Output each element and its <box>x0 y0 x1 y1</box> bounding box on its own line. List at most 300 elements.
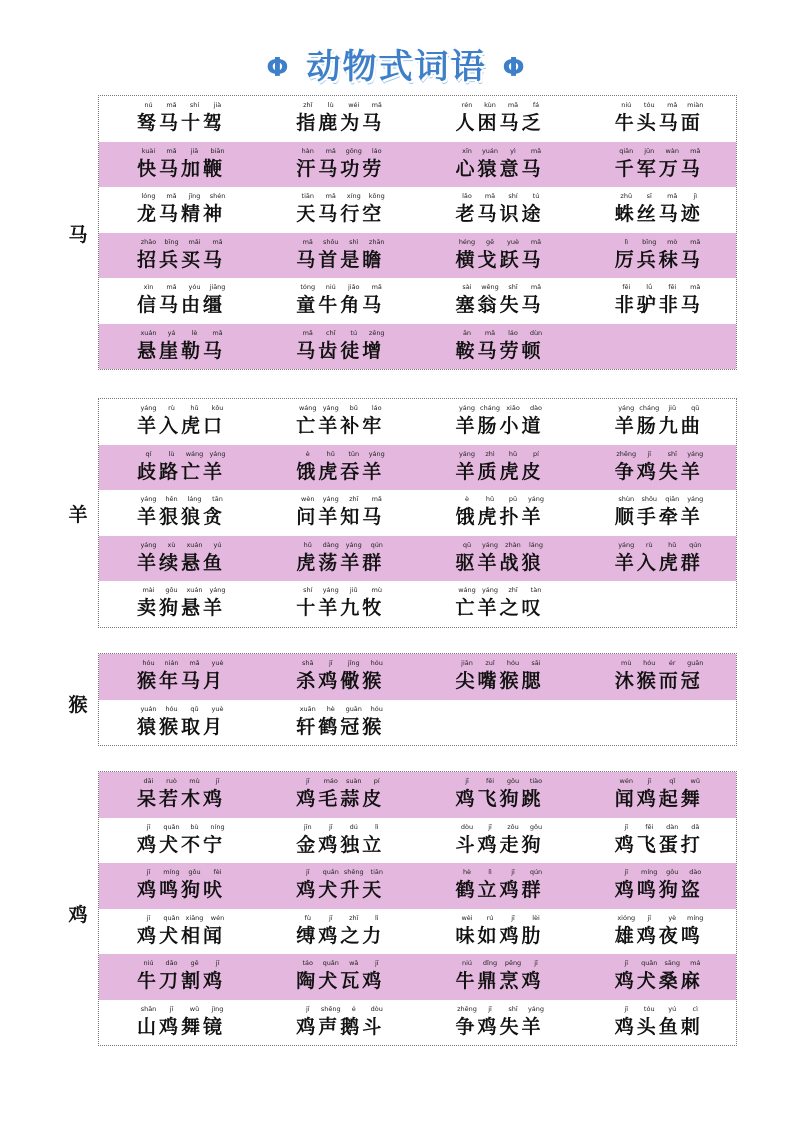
idiom-text: 味如鸡肋 <box>455 924 544 947</box>
pinyin-syllable: mù <box>621 659 632 667</box>
pinyin-syllable: jǐng <box>347 659 360 667</box>
pinyin-line <box>456 954 548 968</box>
pinyin-syllable: shì <box>349 237 359 246</box>
pinyin-line <box>615 324 707 338</box>
pinyin-syllable: dàng <box>322 540 339 549</box>
pinyin-syllable: dāi <box>143 777 154 785</box>
pinyin-syllable: fēi <box>622 283 631 291</box>
idiom-cell <box>418 324 577 370</box>
pinyin-syllable: yáng <box>527 1004 545 1013</box>
pinyin-syllable: míng <box>641 868 658 876</box>
pinyin-syllable: quǎn <box>163 913 180 922</box>
idiom-cell <box>418 142 577 188</box>
pinyin-syllable: xiǎo <box>506 404 520 412</box>
pinyin-syllable: gē <box>190 959 199 967</box>
pinyin-syllable: fēi <box>645 822 654 831</box>
pinyin-syllable: yáng <box>322 495 339 503</box>
pinyin-syllable: é <box>351 1004 356 1013</box>
idiom-text: 非驴非马 <box>614 294 703 316</box>
idiom-text: 羊入虎口 <box>137 415 226 437</box>
pinyin-syllable: mǎ <box>325 146 336 155</box>
idiom-text: 鸡犬相闻 <box>137 924 226 947</box>
idiom-cell <box>577 233 736 279</box>
pinyin-line <box>296 954 388 968</box>
pinyin-syllable: wèi <box>461 913 473 922</box>
idiom-cell <box>577 399 736 445</box>
page-title <box>0 42 793 92</box>
pinyin-syllable: hè <box>462 868 472 876</box>
pinyin-syllable: zhēng <box>616 449 637 458</box>
pinyin-syllable: qǔ <box>190 704 199 713</box>
pinyin-syllable: mǎ <box>166 101 177 109</box>
pinyin-syllable: niú <box>621 101 632 109</box>
idiom-row <box>99 142 736 188</box>
pinyin-line <box>296 654 388 668</box>
pinyin-syllable: yáng <box>209 586 226 594</box>
pinyin-syllable: è <box>465 495 469 503</box>
pinyin-syllable: quǎn <box>322 868 339 876</box>
idiom-cell <box>258 954 417 1000</box>
pinyin-syllable: quǎn <box>163 822 180 831</box>
section-label: 猴 <box>68 694 88 716</box>
idiom-cell <box>258 490 417 536</box>
pinyin-syllable: zhāo <box>140 237 157 246</box>
pinyin-syllable: dòu <box>370 1004 383 1013</box>
pinyin-syllable: kuài <box>141 146 156 155</box>
pinyin-syllable: mǎ <box>371 495 382 503</box>
pinyin-syllable: gǒu <box>666 868 679 876</box>
idiom-row <box>99 909 736 955</box>
pinyin-syllable: dú <box>349 822 358 831</box>
pinyin-syllable: jī <box>647 913 652 922</box>
pinyin-syllable: xuán <box>186 586 203 594</box>
idiom-cell <box>577 581 736 627</box>
pinyin-syllable: fá <box>532 101 540 109</box>
pinyin-syllable: mǎ <box>690 146 701 155</box>
pinyin-syllable: dàn <box>666 822 679 831</box>
idiom-cell <box>418 818 577 864</box>
pinyin-line <box>296 700 388 714</box>
idiom-cell <box>418 654 577 700</box>
pinyin-syllable: mǎ <box>690 237 701 246</box>
idiom-cell <box>258 909 417 955</box>
pinyin-syllable: jī <box>534 959 538 967</box>
pinyin-syllable: jī <box>215 959 220 967</box>
pinyin-syllable: zhàn <box>505 540 521 549</box>
idiom-section <box>98 95 737 370</box>
title-text: 动物式词语 <box>306 47 487 87</box>
idiom-cell <box>99 654 258 700</box>
pinyin-line <box>296 909 388 923</box>
pinyin-syllable: zǒu <box>507 822 519 831</box>
pinyin-syllable: guān <box>687 659 704 667</box>
pinyin-line <box>456 700 548 714</box>
pinyin-syllable: jiā <box>190 146 199 155</box>
pinyin-syllable: hóu <box>643 659 656 667</box>
pinyin-line <box>296 536 388 550</box>
pinyin-syllable: zhī <box>349 913 359 922</box>
idiom-row <box>99 954 736 1000</box>
pinyin-syllable: yáng <box>322 586 339 594</box>
pinyin-syllable: qiān <box>665 495 680 503</box>
pinyin-syllable: tūn <box>348 449 360 458</box>
pinyin-syllable: jī <box>328 913 333 922</box>
idiom-row <box>99 187 736 233</box>
pinyin-syllable: yuán <box>481 146 499 155</box>
idiom-cell <box>577 96 736 142</box>
pinyin-line <box>456 772 548 786</box>
pinyin-syllable: mǎ <box>371 101 382 109</box>
pinyin-line <box>615 278 707 292</box>
pinyin-syllable: yuè <box>211 704 224 713</box>
pinyin-syllable: ér <box>668 659 676 667</box>
pinyin-syllable: xīn <box>462 146 472 155</box>
pinyin-syllable: níng <box>210 822 225 831</box>
pinyin-syllable: dùn <box>529 328 543 337</box>
pinyin-syllable: qí <box>145 449 152 458</box>
idiom-text: 快马加鞭 <box>137 157 226 180</box>
pinyin-syllable: hǔ <box>668 540 677 549</box>
pinyin-syllable: shēng <box>320 1004 341 1013</box>
idiom-text: 悬崖勒马 <box>137 339 226 362</box>
idiom-text: 杀鸡儆猴 <box>296 670 385 692</box>
pinyin-syllable: shī <box>667 449 677 458</box>
idiom-text: 饿虎吞羊 <box>296 460 385 483</box>
pinyin-syllable: hóu <box>506 659 520 667</box>
pinyin-syllable: yuè <box>507 237 519 246</box>
idiom-cell <box>258 399 417 445</box>
pinyin-syllable: yáng <box>345 540 362 549</box>
pinyin-line <box>615 490 707 504</box>
pinyin-syllable: zhān <box>368 237 385 246</box>
section-label: 羊 <box>68 504 88 526</box>
pinyin-syllable: zēng <box>368 328 385 337</box>
idiom-text: 争鸡失羊 <box>614 460 703 483</box>
pinyin-syllable: shī <box>508 1004 518 1013</box>
title-ornament-left: Φ <box>266 53 291 83</box>
pinyin-syllable: mǎ <box>507 101 519 109</box>
pinyin-syllable: miàn <box>687 101 704 109</box>
idiom-cell <box>258 445 417 491</box>
pinyin-line <box>137 399 229 413</box>
pinyin-syllable: jī <box>146 868 151 876</box>
pinyin-syllable: biān <box>210 146 225 155</box>
pinyin-syllable: shén <box>209 192 226 200</box>
idiom-cell <box>577 1000 736 1046</box>
idiom-cell <box>258 324 417 370</box>
idiom-text: 鞍马劳顿 <box>455 339 544 362</box>
idiom-cell <box>99 490 258 536</box>
idiom-text: 羊肠小道 <box>455 415 544 437</box>
pinyin-syllable: jī <box>169 1004 174 1013</box>
pinyin-syllable: mǎ <box>166 283 177 291</box>
idiom-row <box>99 490 736 536</box>
idiom-text: 金鸡独立 <box>296 833 385 856</box>
pinyin-syllable: qū <box>691 404 700 412</box>
idiom-cell <box>258 581 417 627</box>
pinyin-syllable: tàn <box>530 586 542 594</box>
pinyin-line <box>296 445 388 459</box>
pinyin-syllable: yáng <box>618 540 635 549</box>
idiom-text: 龙马精神 <box>137 203 226 225</box>
idiom-row <box>99 233 736 279</box>
pinyin-syllable: rù <box>168 404 175 412</box>
pinyin-line <box>615 142 707 156</box>
pinyin-line <box>456 399 548 413</box>
pinyin-syllable: lǘ <box>646 283 653 291</box>
pinyin-line <box>137 187 229 201</box>
pinyin-line <box>296 581 388 595</box>
pinyin-syllable: fēi <box>485 777 495 785</box>
idiom-text: 厉兵秣马 <box>614 248 703 271</box>
pinyin-syllable: mò <box>667 237 678 246</box>
pinyin-syllable: mǎ <box>667 101 678 109</box>
idiom-cell <box>258 818 417 864</box>
pinyin-line <box>137 581 229 595</box>
idiom-text: 歧路亡羊 <box>137 460 226 483</box>
idiom-text: 招兵买马 <box>137 248 226 271</box>
idiom-cell <box>577 818 736 864</box>
pinyin-line <box>615 399 707 413</box>
pinyin-syllable: lè <box>191 328 198 337</box>
pinyin-syllable: mǎ <box>371 283 382 291</box>
idiom-cell <box>99 536 258 582</box>
idiom-cell <box>577 863 736 909</box>
pinyin-syllable: jī <box>146 913 151 922</box>
idiom-cell <box>418 1000 577 1046</box>
pinyin-syllable: láng <box>187 495 202 503</box>
pinyin-line <box>615 954 707 968</box>
idiom-section <box>98 398 737 628</box>
idiom-text: 千军万马 <box>614 157 703 180</box>
pinyin-syllable: è <box>305 449 310 458</box>
idiom-cell <box>99 863 258 909</box>
pinyin-syllable: quǎn <box>641 959 658 967</box>
pinyin-line <box>615 654 707 668</box>
idiom-text: 指鹿为马 <box>296 112 385 134</box>
pinyin-line <box>456 324 548 338</box>
pinyin-syllable: zhǐ <box>303 101 313 109</box>
pinyin-syllable: xuán <box>140 328 157 337</box>
idiom-cell <box>577 324 736 370</box>
pinyin-line <box>456 654 548 668</box>
idiom-cell <box>258 1000 417 1046</box>
idiom-cell <box>99 818 258 864</box>
idiom-cell <box>258 536 417 582</box>
pinyin-syllable: jī <box>328 659 333 667</box>
pinyin-syllable: tú <box>350 328 358 337</box>
pinyin-syllable: pí <box>533 449 539 458</box>
pinyin-syllable: yáng <box>140 495 157 503</box>
idiom-cell <box>99 772 258 818</box>
pinyin-syllable: hěn <box>165 495 178 503</box>
pinyin-syllable: rén <box>461 101 473 109</box>
pinyin-syllable: hàn <box>301 146 314 155</box>
pinyin-syllable: tóng <box>300 283 316 291</box>
pinyin-syllable: gǒu <box>165 586 178 594</box>
idiom-row <box>99 96 736 142</box>
pinyin-line <box>456 1000 548 1014</box>
pinyin-syllable: xíng <box>346 192 361 200</box>
idiom-text: 心猿意马 <box>455 157 544 180</box>
pinyin-syllable: jī <box>624 822 629 831</box>
pinyin-syllable: lóng <box>141 192 156 200</box>
pinyin-syllable: bīng <box>642 237 657 246</box>
pinyin-syllable: hǔ <box>326 449 335 458</box>
idiom-text: 老马识途 <box>455 203 544 225</box>
pinyin-line <box>296 278 388 292</box>
pinyin-syllable: yì <box>510 146 516 155</box>
pinyin-syllable: shí <box>508 192 518 200</box>
pinyin-line <box>296 399 388 413</box>
pinyin-syllable: mǎi <box>188 237 201 246</box>
pinyin-syllable: jī <box>215 777 220 785</box>
pinyin-syllable: yáng <box>481 586 499 594</box>
idiom-cell <box>577 654 736 700</box>
pinyin-line <box>456 909 548 923</box>
idiom-cell <box>258 278 417 324</box>
pinyin-line <box>456 818 548 832</box>
pinyin-syllable: wǔ <box>189 1004 200 1013</box>
idiom-cell <box>258 654 417 700</box>
idiom-text: 尖嘴猴腮 <box>455 670 544 692</box>
pinyin-line <box>296 818 388 832</box>
pinyin-syllable: kōng <box>368 192 385 200</box>
pinyin-syllable: lù <box>168 449 175 458</box>
pinyin-line <box>137 233 229 247</box>
pinyin-line <box>615 818 707 832</box>
idiom-cell <box>99 909 258 955</box>
idiom-text: 顺手牵羊 <box>614 506 703 528</box>
pinyin-syllable: jī <box>624 1004 629 1013</box>
pinyin-syllable: jī <box>305 868 310 876</box>
pinyin-syllable: hè <box>326 704 335 713</box>
pinyin-syllable: sāi <box>531 659 541 667</box>
pinyin-syllable: tiān <box>301 192 314 200</box>
pinyin-syllable: jiǎo <box>347 283 360 291</box>
pinyin-syllable: shí <box>303 586 313 594</box>
idiom-row <box>99 863 736 909</box>
idiom-text: 人困马乏 <box>455 112 544 134</box>
pinyin-line <box>137 1000 229 1014</box>
idiom-row <box>99 700 736 746</box>
pinyin-syllable: nián <box>164 659 179 667</box>
pinyin-line <box>296 772 388 786</box>
pinyin-syllable: nú <box>144 101 153 109</box>
idiom-cell <box>99 96 258 142</box>
pinyin-syllable: qǐ <box>669 777 676 785</box>
pinyin-syllable: sī <box>646 192 652 200</box>
idiom-row <box>99 772 736 818</box>
pinyin-syllable: láo <box>371 404 382 412</box>
idiom-text: 鸡犬升天 <box>296 879 385 901</box>
pinyin-syllable: láo <box>371 146 382 155</box>
pinyin-syllable: mǎ <box>530 237 542 246</box>
idiom-row <box>99 399 736 445</box>
pinyin-syllable: yú <box>213 540 222 549</box>
pinyin-syllable: jī <box>488 822 492 831</box>
pinyin-syllable: zhēng <box>457 1004 477 1013</box>
pinyin-syllable: dào <box>529 404 543 412</box>
pinyin-syllable: yáng <box>527 495 545 503</box>
idiom-cell <box>258 96 417 142</box>
idiom-text: 信马由缰 <box>137 294 226 316</box>
idiom-row <box>99 536 736 582</box>
pinyin-syllable: lì <box>488 868 492 876</box>
idiom-text: 牛鼎烹鸡 <box>455 970 544 992</box>
pinyin-line <box>615 700 707 714</box>
idiom-cell <box>418 909 577 955</box>
pinyin-syllable: gǒu <box>188 868 201 876</box>
idiom-text: 汗马功劳 <box>296 157 385 180</box>
pinyin-syllable: yáng <box>140 404 157 412</box>
pinyin-syllable: dòu <box>460 822 474 831</box>
idiom-cell <box>418 581 577 627</box>
idiom-cell <box>418 863 577 909</box>
pinyin-syllable: jiǔ <box>668 404 677 412</box>
idiom-text: 斗鸡走狗 <box>455 833 544 856</box>
pinyin-syllable: qiān <box>619 146 634 155</box>
pinyin-line <box>456 233 548 247</box>
pinyin-syllable: niú <box>143 959 154 967</box>
pinyin-syllable: xìn <box>143 283 154 291</box>
pinyin-line <box>137 654 229 668</box>
pinyin-syllable: yáng <box>458 449 476 458</box>
idiom-text: 问羊知马 <box>296 506 385 528</box>
pinyin-line <box>456 142 548 156</box>
idiom-cell <box>258 863 417 909</box>
idiom-text: 牛刀割鸡 <box>137 970 226 992</box>
pinyin-syllable: mǎ <box>530 283 542 291</box>
pinyin-syllable: lì <box>374 913 379 922</box>
pinyin-line <box>456 490 548 504</box>
idiom-text: 横戈跃马 <box>455 248 544 271</box>
pinyin-syllable: má <box>690 959 701 967</box>
pinyin-syllable: xióng <box>617 913 636 922</box>
pinyin-line <box>296 324 388 338</box>
idiom-row <box>99 818 736 864</box>
idiom-text: 蛛丝马迹 <box>614 203 703 225</box>
pinyin-syllable: mǎ <box>212 237 223 246</box>
idiom-cell <box>577 278 736 324</box>
pinyin-syllable: rú <box>486 913 494 922</box>
pinyin-syllable: xù <box>167 540 176 549</box>
pinyin-line <box>137 490 229 504</box>
pinyin-syllable: bǔ <box>349 404 358 412</box>
pinyin-syllable: mǎ <box>302 237 313 246</box>
pinyin-syllable: rù <box>645 540 653 549</box>
idiom-cell <box>258 700 417 746</box>
pinyin-syllable: hǔ <box>303 540 312 549</box>
pinyin-line <box>615 1000 707 1014</box>
title-ornament-right: Φ <box>502 53 527 83</box>
idiom-section <box>98 771 737 1046</box>
pinyin-syllable: quǎn <box>322 959 339 967</box>
idiom-cell <box>99 324 258 370</box>
pinyin-line <box>456 536 548 550</box>
pinyin-syllable: jīn <box>303 822 312 831</box>
idiom-text: 鸡头鱼刺 <box>614 1015 703 1038</box>
pinyin-syllable: jī <box>647 777 652 785</box>
pinyin-line <box>137 909 229 923</box>
pinyin-syllable: zhì <box>485 449 495 458</box>
pinyin-syllable: jī <box>511 913 515 922</box>
pinyin-syllable: mǎ <box>530 146 542 155</box>
idiom-cell <box>577 909 736 955</box>
pinyin-syllable: yú <box>668 1004 677 1013</box>
pinyin-syllable: héng <box>458 237 476 246</box>
pinyin-syllable: mǎ <box>166 146 177 155</box>
